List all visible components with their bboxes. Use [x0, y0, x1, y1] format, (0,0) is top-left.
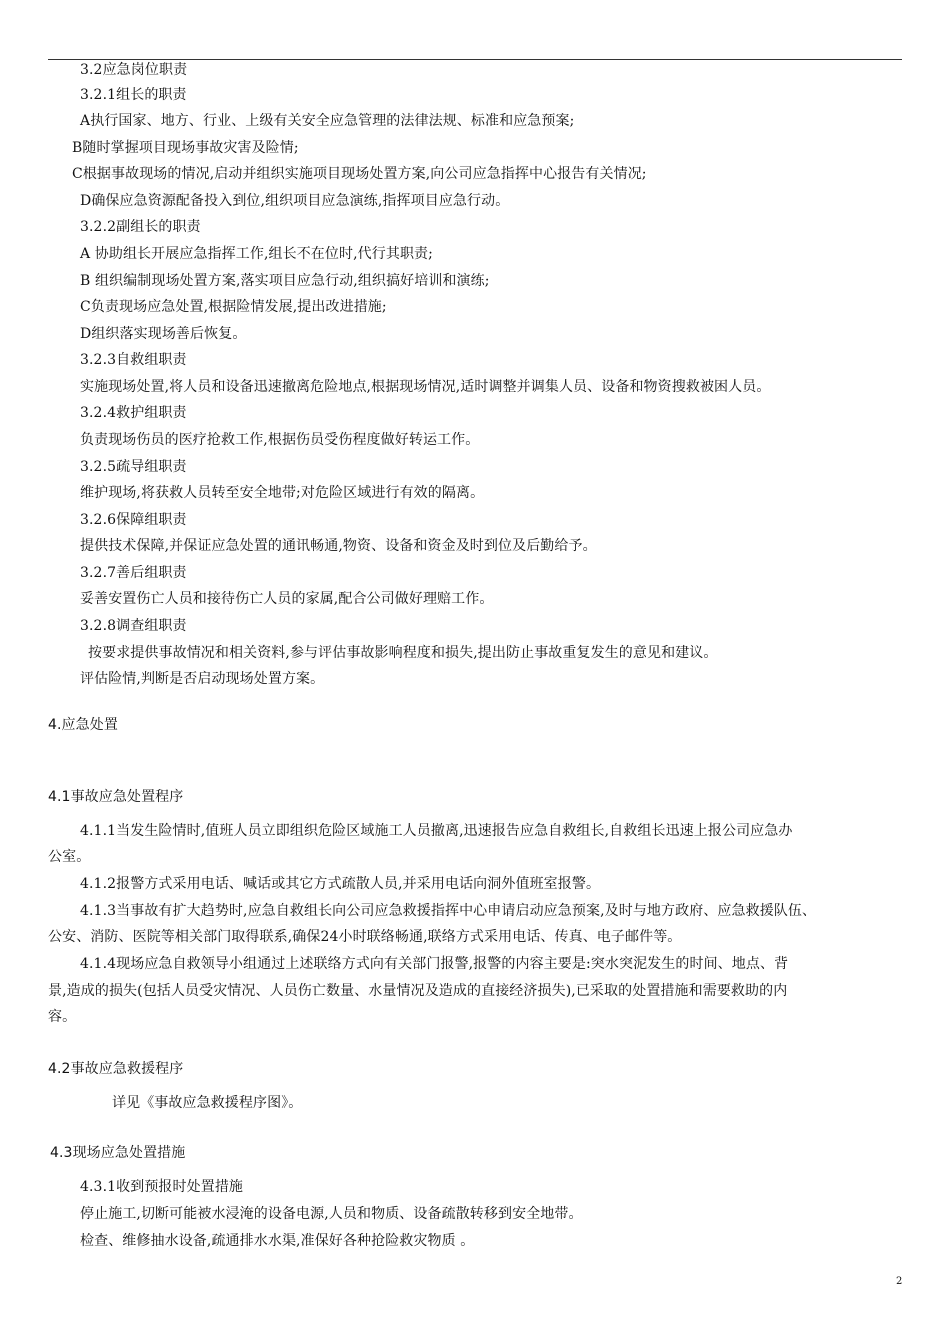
text-line: 4.1.3当事故有扩大趋势时,应急自救组长向公司应急救援指挥中心申请启动应急预案,及时与地方政府、应急救援队伍、	[80, 903, 817, 919]
text-line: 评估险情,判断是否启动现场处置方案。	[80, 671, 325, 687]
text-line: B随时掌握项目现场事故灾害及险情;	[72, 140, 299, 156]
text-line: 4.3.1收到预报时处置措施	[80, 1179, 244, 1195]
text-line: 景,造成的损失(包括人员受灾情况、人员伤亡数量、水量情况及造成的直接经济损失),已采取的处置措施和需要救助的内	[48, 983, 788, 999]
text-line: A 协助组长开展应急指挥工作,组长不在位时,代行其职责;	[80, 246, 433, 262]
text-line: D确保应急资源配备投入到位,组织项目应急演练,指挥项目应急行动。	[80, 193, 510, 209]
section-heading: 4.2事故应急救援程序	[48, 1061, 184, 1077]
text-line: 按要求提供事故情况和相关资料,参与评估事故影响程度和损失,提出防止事故重复发生的意见和建议。	[88, 645, 718, 661]
text-line: 4.1.2报警方式采用电话、喊话或其它方式疏散人员,并采用电话向洞外值班室报警。	[80, 876, 601, 892]
text-line: D组织落实现场善后恢复。	[80, 326, 247, 342]
text-line: 4.1.4现场应急自救领导小组通过上述联络方式向有关部门报警,报警的内容主要是:突水突泥发生的时间、地点、背	[80, 956, 789, 972]
text-line: 3.2.4救护组职责	[80, 405, 187, 421]
text-line: A执行国家、地方、行业、上级有关安全应急管理的法律法规、标准和应急预案;	[80, 113, 575, 129]
text-line: 3.2应急岗位职责	[80, 62, 188, 78]
text-line: C根据事故现场的情况,启动并组织实施项目现场处置方案,向公司应急指挥中心报告有关情况;	[72, 166, 647, 182]
text-line: 提供技术保障,并保证应急处置的通讯畅通,物资、设备和资金及时到位及后勤给予。	[80, 538, 597, 554]
text-line: 3.2.8调查组职责	[80, 618, 187, 634]
text-line: 3.2.6保障组职责	[80, 512, 187, 528]
text-line: 停止施工,切断可能被水浸淹的设备电源,人员和物质、设备疏散转移到安全地带。	[80, 1206, 583, 1222]
section-heading: 4.3现场应急处置措施	[50, 1145, 186, 1161]
text-line: 检查、维修抽水设备,疏通排水水渠,准保好各种抢险救灾物质 。	[80, 1233, 475, 1249]
text-line: 3.2.2副组长的职责	[80, 219, 201, 235]
text-line: 妥善安置伤亡人员和接待伤亡人员的家属,配合公司做好理赔工作。	[80, 591, 494, 607]
header-rule	[48, 59, 902, 60]
text-line: 公室。	[48, 849, 91, 865]
section-heading: 4.应急处置	[48, 717, 118, 733]
text-line: 3.2.1组长的职责	[80, 87, 187, 103]
text-line: 3.2.5疏导组职责	[80, 459, 187, 475]
text-line: 维护现场,将获救人员转至安全地带;对危险区域进行有效的隔离。	[80, 485, 485, 501]
text-line: 公安、消防、医院等相关部门取得联系,确保24小时联络畅通,联络方式采用电话、传真、电子邮件等。	[48, 929, 682, 945]
text-line: C负责现场应急处置,根据险情发展,提出改进措施;	[80, 299, 387, 315]
text-line: 3.2.3自救组职责	[80, 352, 187, 368]
page-number: 2	[896, 1276, 903, 1287]
text-line: 3.2.7善后组职责	[80, 565, 187, 581]
text-line: 详见《事故应急救援程序图》。	[112, 1095, 303, 1111]
section-heading: 4.1事故应急处置程序	[48, 789, 184, 805]
text-line: 负责现场伤员的医疗抢救工作,根据伤员受伤程度做好转运工作。	[80, 432, 480, 448]
text-line: B 组织编制现场处置方案,落实项目应急行动,组织搞好培训和演练;	[80, 273, 490, 289]
text-line: 容。	[48, 1009, 77, 1025]
text-line: 实施现场处置,将人员和设备迅速撤离危险地点,根据现场情况,适时调整并调集人员、设备和物资搜救被困人员。	[80, 379, 771, 395]
text-line: 4.1.1当发生险情时,值班人员立即组织危险区域施工人员撤离,迅速报告应急自救组长,自救组长迅速上报公司应急办	[80, 823, 793, 839]
